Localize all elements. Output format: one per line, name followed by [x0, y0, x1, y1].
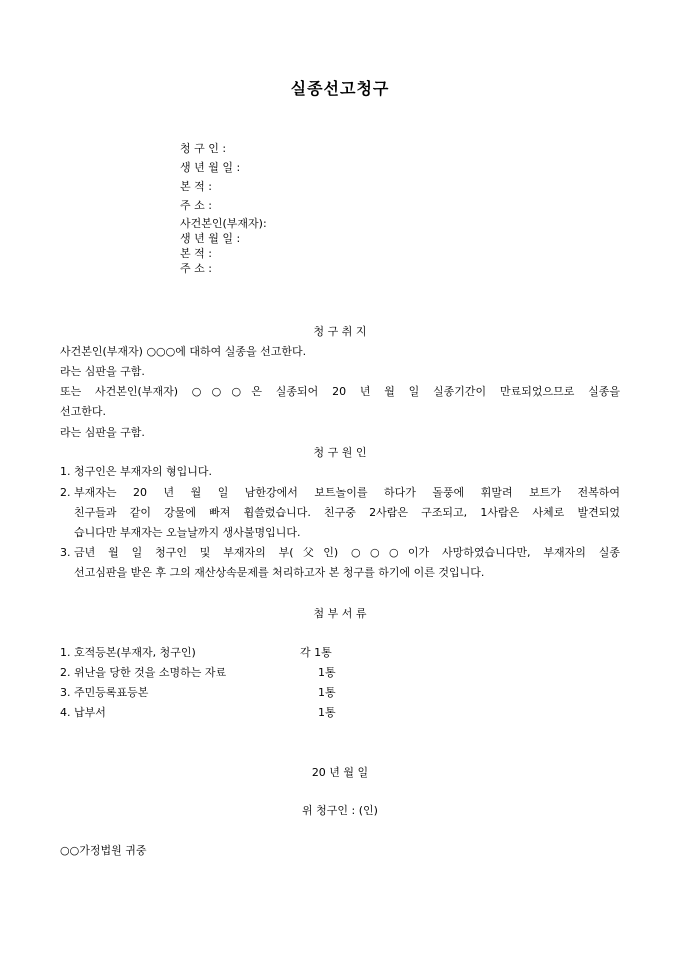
petitioner-birth-label: 생 년 월 일 : — [180, 161, 241, 174]
attachment-name: 1. 호적등본(부재자, 청구인) — [60, 646, 196, 659]
petitioner-domicile-label: 본 적 : — [180, 180, 212, 193]
absentee-heading-label: 사건본인(부재자): — [180, 217, 267, 230]
purpose-line: 라는 심판을 구함. — [60, 426, 145, 439]
absentee-birth-label: 생 년 월 일 : — [180, 232, 241, 245]
grounds-item-number: 1. — [60, 465, 71, 478]
grounds-item-line: 습니다만 부재자는 오늘날까지 생사불명입니다. — [74, 526, 301, 539]
purpose-line: 선고한다. — [60, 405, 107, 418]
petitioner-name-label: 청 구 인 : — [180, 142, 227, 155]
grounds-item-number: 2. — [60, 486, 71, 499]
absentee-address-label: 주 소 : — [180, 262, 212, 275]
grounds-item-line: 금년 월 일 청구인 및 부재자의 부(父인) ○○○이가 사망하였습니다만, 부재자의 실종 — [74, 546, 620, 559]
attachment-count: 1통 — [318, 686, 336, 699]
grounds-item-line: 청구인은 부재자의 형입니다. — [74, 465, 213, 478]
attachment-name: 2. 위난을 당한 것을 소명하는 자료 — [60, 666, 227, 679]
attachment-count: 1통 — [318, 706, 336, 719]
attachment-name: 4. 납부서 — [60, 706, 106, 719]
attachment-count: 각 1통 — [300, 646, 332, 659]
attachment-name: 3. 주민등록표등본 — [60, 686, 149, 699]
signature-line: 위 청구인 : (인) — [302, 804, 378, 817]
purpose-line: 또는 사건본인(부재자) ○○○은 실종되어 20 년 월 일 실종기간이 만료되었으므로 실종을 — [60, 385, 620, 398]
purpose-heading: 청 구 취 지 — [313, 325, 367, 338]
grounds-item-line: 부재자는 20 년 월 일 남한강에서 보트놀이를 하다가 돌풍에 휘말려 보트가 전복하여 — [74, 486, 620, 499]
court-addressee: ○○가정법원 귀중 — [60, 844, 147, 857]
document-title: 실종선고청구 — [290, 79, 390, 98]
absentee-domicile-label: 본 적 : — [180, 247, 212, 260]
date-line: 20 년 월 일 — [311, 766, 369, 779]
grounds-item-number: 3. — [60, 546, 71, 559]
purpose-line: 라는 심판을 구함. — [60, 365, 145, 378]
grounds-heading: 청 구 원 인 — [313, 446, 367, 459]
attachment-count: 1통 — [318, 666, 336, 679]
petitioner-address-label: 주 소 : — [180, 199, 212, 212]
grounds-item-line: 선고심판을 받은 후 그의 재산상속문제를 처리하고자 본 청구를 하기에 이른 것입니다. — [74, 566, 485, 579]
grounds-item-line: 친구들과 같이 강물에 빠져 휩쓸렸습니다. 친구중 2사람은 구조되고, 1사람은 사체로 발견되었 — [74, 506, 620, 519]
purpose-line: 사건본인(부재자) ○○○에 대하여 실종을 선고한다. — [60, 345, 307, 358]
attachments-heading: 첨 부 서 류 — [313, 607, 367, 620]
